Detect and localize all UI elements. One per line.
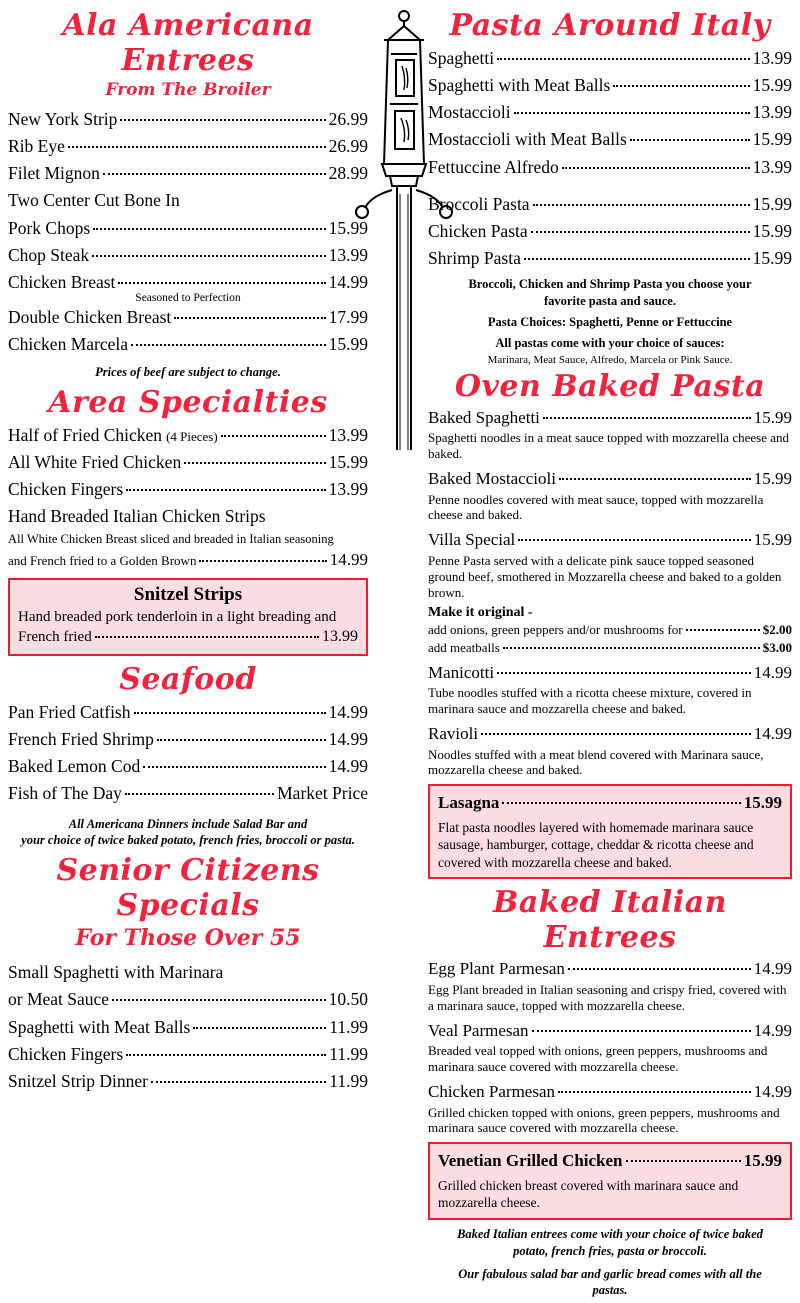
item-name: Pork Chops [8, 217, 91, 238]
addon-price: $2.00 [762, 622, 792, 638]
item-price: 14.99 [753, 959, 792, 979]
leader-dots [531, 231, 750, 233]
item-price: 14.99 [328, 702, 368, 723]
section-title-americana: Ala Americana Entrees [62, 8, 314, 78]
menu-item [8, 106, 368, 133]
menu-item [8, 959, 368, 986]
dish-baked-mostaccioli [428, 467, 792, 523]
chicken-strips-desc-2 [8, 549, 368, 572]
leader-dots [68, 146, 326, 148]
note-line: Our fabulous salad bar and garlic bread comes with all the [458, 1266, 762, 1281]
sauces-list: Marinara, Meat Sauce, Alfredo, Marcela or Pink Sauce. [487, 353, 733, 366]
item-name: Fish of The Day [8, 783, 122, 804]
addon-name: add onions, green peppers and/or mushrooms for [428, 622, 683, 638]
item-price: 13.99 [328, 244, 368, 265]
leader-dots [92, 255, 325, 257]
item-price: 13.99 [752, 156, 792, 177]
snitzel-strips-desc-1: Hand breaded pork tenderloin in a light breading and [18, 608, 337, 625]
item-name: Baked Lemon Cod [8, 756, 141, 777]
left-column [0, 0, 378, 1095]
item-price: 10.50 [328, 989, 368, 1010]
item-price: 15.99 [752, 129, 792, 150]
lasagna-box [428, 784, 792, 879]
leader-dots [126, 489, 325, 491]
item-desc: Grilled chicken breast covered with marinara sauce and mozzarella cheese. [438, 1177, 739, 1211]
section-title-oven-baked-pasta: Oven Baked Pasta [454, 368, 766, 404]
item-name: Snitzel Strip Dinner [8, 1070, 148, 1091]
menu-item [8, 304, 368, 331]
item-desc: Egg Plant breaded in Italian seasoning and crispy fried, covered with a marinara sauce, topped with mozzarella cheese. [428, 981, 787, 1013]
dish-veal-parmesan [428, 1019, 792, 1075]
item-qualifier: (4 Pieces) [166, 429, 218, 444]
beef-price-note: Prices of beef are subject to change. [95, 365, 281, 380]
leader-dots [568, 968, 751, 970]
item-price: 14.99 [328, 271, 368, 292]
item-price: 28.99 [328, 163, 368, 184]
section-subtitle-broiler: From The Broiler [105, 80, 271, 100]
item-desc: and French fried to a Golden Brown [8, 552, 197, 568]
sauces-header: All pastas come with your choice of sauces: [495, 335, 725, 350]
leader-dots [118, 282, 325, 284]
item-name: Villa Special [428, 530, 516, 550]
americana-dinners-note [8, 816, 368, 850]
leader-dots [543, 417, 751, 419]
menu-item [428, 957, 792, 982]
chicken-strips-desc-1: All White Chicken Breast sliced and breaded in Italian seasoning [8, 531, 334, 546]
item-name: New York Strip [8, 109, 118, 129]
menu-item [8, 133, 368, 160]
menu-item [8, 449, 368, 476]
leader-dots [126, 1054, 326, 1056]
menu-item [8, 242, 368, 269]
item-price: 11.99 [329, 1070, 368, 1091]
leader-dots [503, 647, 760, 649]
item-price: 13.99 [322, 628, 358, 646]
leader-dots [524, 258, 750, 260]
leader-dots [193, 1027, 326, 1029]
leader-dots [184, 462, 325, 464]
menu-item [428, 722, 792, 747]
item-price: 14.99 [753, 662, 792, 682]
item-name: Pan Fried Catfish [8, 702, 131, 723]
item-name: Chicken Pasta [428, 220, 528, 241]
item-price: 13.99 [328, 425, 368, 445]
menu-item [428, 1019, 792, 1044]
leader-dots [532, 1030, 751, 1032]
item-name: Lasagna [438, 793, 500, 813]
item-name: Ravioli [428, 723, 479, 743]
leader-dots [481, 733, 751, 735]
item-price: 15.99 [743, 1151, 782, 1171]
menu-item [438, 1148, 782, 1174]
section-title-seniors: Senior Citizens Specials [56, 853, 320, 924]
note-line: your choice of twice baked potato, french fries, broccoli or pasta. [21, 833, 355, 848]
item-name: Broccoli Pasta [428, 193, 530, 214]
item-price: 11.99 [329, 1043, 368, 1064]
menu-item [428, 245, 792, 272]
senior-items [8, 959, 368, 1095]
item-name: Two Center Cut Bone In [8, 190, 180, 211]
item-name: Spaghetti with Meat Balls [428, 75, 611, 96]
item-name: Manicotti [428, 662, 495, 682]
item-name: Baked Mostaccioli [428, 468, 556, 488]
item-price: 15.99 [753, 407, 792, 427]
leader-dots [497, 672, 751, 674]
addon-price: $3.00 [762, 639, 792, 655]
menu-item [8, 1068, 368, 1095]
leader-dots [93, 228, 325, 230]
item-price: 13.99 [752, 102, 792, 123]
leader-dots [502, 802, 740, 804]
item-price: 13.99 [752, 48, 792, 68]
seasoned-note: Seasoned to Perfection [135, 291, 241, 304]
snitzel-strips-desc-2 [18, 626, 358, 648]
section-title-area-specialties: Area Specialties [48, 385, 328, 420]
note-line: favorite pasta and sauce. [544, 293, 676, 308]
right-column [420, 0, 800, 1303]
leader-dots [143, 766, 325, 768]
item-name: Fettuccine Alfredo [428, 156, 559, 177]
menu-item [428, 45, 792, 72]
menu-item [428, 99, 792, 126]
item-name: Filet Mignon [8, 163, 100, 184]
leader-dots [559, 478, 751, 480]
pasta-choices: Pasta Choices: Spaghetti, Penne or Fettuccine [487, 314, 733, 329]
leader-dots [103, 173, 326, 175]
menu-item [428, 126, 792, 153]
leader-dots [558, 1091, 751, 1093]
item-desc: French fried [18, 629, 92, 646]
menu-item [428, 154, 792, 181]
item-name: Small Spaghetti with Marinara [8, 962, 224, 983]
menu-item [8, 1041, 368, 1068]
section-title-pasta-around-italy: Pasta Around Italy [449, 8, 771, 43]
section-title-seafood: Seafood [119, 662, 257, 698]
menu-item [428, 218, 792, 245]
item-name: Chicken Marcela [8, 334, 129, 354]
item-price: 15.99 [328, 217, 368, 238]
item-price: 26.99 [328, 109, 368, 129]
menu-item [428, 406, 792, 431]
item-name: Chicken Fingers [8, 1043, 124, 1064]
menu-item [8, 726, 368, 753]
leader-dots [562, 167, 750, 169]
item-name: Spaghetti with Meat Balls [8, 1016, 191, 1037]
menu-item [8, 753, 368, 780]
menu-item [438, 790, 782, 816]
item-price: 15.99 [752, 220, 792, 241]
section-subtitle-over55: For Those Over 55 [75, 925, 301, 952]
menu-item [8, 215, 368, 242]
menu-item [428, 72, 792, 99]
item-desc: Flat pasta noodles layered with homemade marinara sauce sausage, hamburger, cottage, cheddar & ricotta cheese and covered with mozzarella cheese and baked. [438, 819, 754, 870]
menu-item [8, 1014, 368, 1041]
item-name: or Meat Sauce [8, 989, 110, 1010]
pasta-items [428, 45, 792, 272]
item-name: Egg Plant Parmesan [428, 959, 565, 979]
snitzel-strips-box [8, 578, 368, 656]
item-name: Double Chicken Breast [8, 306, 172, 327]
item-price: 15.99 [743, 793, 782, 813]
item-price: 15.99 [753, 468, 792, 488]
item-name: Veal Parmesan [428, 1020, 529, 1040]
addon-meatballs [428, 639, 792, 657]
salad-bar-footnote [428, 1266, 792, 1300]
item-desc: Penne noodles covered with meat sauce, topped with mozzarella cheese and baked. [428, 491, 764, 523]
leader-dots [131, 344, 326, 346]
leader-dots [199, 560, 326, 562]
note-line: Baked Italian entrees come with your choice of twice baked [457, 1226, 763, 1241]
item-name: Rib Eye [8, 136, 65, 157]
leader-dots [686, 629, 760, 631]
item-desc: Spaghetti noodles in a meat sauce topped with mozzarella cheese and baked. [428, 430, 789, 461]
item-name: All White Fried Chicken [8, 452, 182, 473]
pasta-choice-note [428, 276, 792, 310]
menu-item [428, 191, 792, 218]
menu-item [8, 187, 368, 214]
leader-dots [95, 636, 319, 638]
item-desc: Breaded veal topped with onions, green peppers, mushrooms and marinara sauce covered with mozzarella cheese. [428, 1043, 768, 1075]
leader-dots [221, 435, 326, 437]
item-price: 15.99 [753, 530, 792, 550]
item-desc: Grilled chicken topped with onions, green peppers, mushrooms and marinara sauce covered with mozzarella cheese. [428, 1104, 780, 1136]
leader-dots [514, 112, 750, 114]
leader-dots [518, 539, 750, 541]
item-price: 11.99 [329, 1016, 368, 1037]
leader-dots [120, 119, 325, 121]
item-name: Chop Steak [8, 244, 90, 265]
menu-item [8, 503, 368, 530]
menu-item [8, 986, 368, 1013]
leader-dots [630, 139, 750, 141]
item-name: Baked Spaghetti [428, 407, 540, 427]
venetian-grilled-chicken-box [428, 1142, 792, 1219]
note-line: pastas. [592, 1283, 628, 1298]
item-name: Hand Breaded Italian Chicken Strips [8, 506, 266, 527]
leader-dots [125, 793, 274, 795]
leader-dots [626, 1160, 741, 1162]
item-price: 15.99 [328, 334, 368, 354]
americana-items [8, 106, 368, 358]
dish-chicken-parmesan [428, 1080, 792, 1136]
item-name: French Fried Shrimp [8, 729, 154, 750]
leader-dots [157, 739, 326, 741]
item-price: 14.99 [753, 723, 792, 743]
note-line: Broccoli, Chicken and Shrimp Pasta you choose your [468, 277, 752, 291]
item-desc: Penne Pasta served with a delicate pink sauce topped seasoned ground beef, smothered in Mozzarella cheese and baked to a golden brown. [428, 552, 782, 600]
item-price: 14.99 [753, 1081, 792, 1101]
item-desc: Tube noodles stuffed with a ricotta cheese mixture, covered in marinara sauce and mozzarella cheese and baked. [428, 685, 752, 717]
item-name: Shrimp Pasta [428, 247, 521, 268]
item-price: Market Price [277, 783, 368, 804]
item-price: 15.99 [328, 452, 368, 473]
section-title-baked-italian-entrees: Baked Italian Entrees [493, 885, 727, 956]
snitzel-strips-title: Snitzel Strips [133, 583, 243, 605]
leader-dots [174, 317, 325, 319]
note-line: potato, french fries, pasta or broccoli. [513, 1243, 707, 1258]
item-price: 15.99 [752, 193, 792, 214]
menu-item [8, 422, 368, 449]
item-name: Chicken Breast [8, 271, 116, 292]
dish-egg-plant-parmesan [428, 957, 792, 1013]
leader-dots [613, 85, 749, 87]
item-price: 14.99 [329, 549, 368, 569]
item-name: Venetian Grilled Chicken [438, 1151, 623, 1171]
menu-item [428, 528, 792, 553]
menu-item [8, 699, 368, 726]
menu-item [8, 476, 368, 503]
item-price: 14.99 [753, 1020, 792, 1040]
addon-name: add meatballs [428, 639, 500, 655]
seafood-items [8, 699, 368, 808]
item-price: 15.99 [752, 75, 792, 96]
menu-item [428, 661, 792, 686]
item-price: 13.99 [328, 479, 368, 500]
menu-item [8, 160, 368, 187]
leader-dots [533, 204, 750, 206]
item-name: Mostaccioli with Meat Balls [428, 129, 627, 150]
item-name: Mostaccioli [428, 102, 511, 123]
addon-veggies [428, 621, 792, 639]
dish-manicotti [428, 661, 792, 717]
leader-dots [134, 712, 326, 714]
item-name: Half of Fried Chicken [8, 425, 163, 445]
menu-item [428, 467, 792, 492]
dish-villa-special [428, 528, 792, 600]
item-name: Chicken Fingers [8, 479, 124, 500]
item-price: 14.99 [328, 756, 368, 777]
item-name: Spaghetti [428, 48, 495, 68]
item-price: 26.99 [328, 136, 368, 157]
menu-item [428, 1080, 792, 1105]
note-line: All Americana Dinners include Salad Bar and [68, 816, 308, 831]
dish-baked-spaghetti [428, 406, 792, 462]
item-desc: Noodles stuffed with a meat blend covered with Marinara sauce, mozzarella cheese and baked. [428, 746, 764, 778]
leader-dots [151, 1081, 326, 1083]
menu-item [8, 780, 368, 807]
make-it-original-label: Make it original - [428, 605, 533, 621]
item-price: 14.99 [328, 729, 368, 750]
item-price: 15.99 [752, 247, 792, 268]
item-name: Chicken Parmesan [428, 1081, 555, 1101]
item-price: 17.99 [328, 306, 368, 327]
baked-italian-footnote [428, 1226, 792, 1260]
area-specialties-items [8, 422, 368, 572]
leader-dots [497, 58, 750, 60]
leader-dots [112, 999, 326, 1001]
dish-ravioli [428, 722, 792, 778]
menu-item [8, 331, 368, 358]
